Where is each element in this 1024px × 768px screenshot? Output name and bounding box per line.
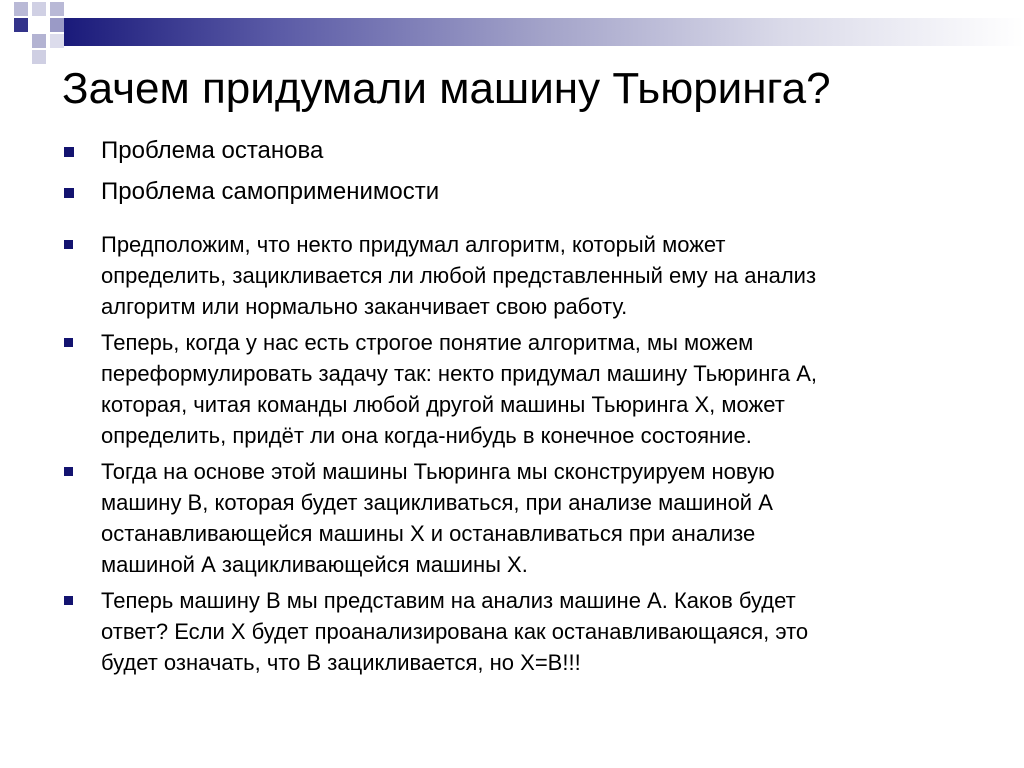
- list-item: [64, 133, 439, 169]
- decor-square: [32, 50, 46, 64]
- slide-title: Зачем придумали машину Тьюринга?: [62, 64, 831, 113]
- paragraph-line: ответ? Если Х будет проанализирована как останавливающаяся, это: [101, 619, 809, 644]
- list-item-text: Проблема останова: [101, 137, 324, 164]
- paragraph-line: переформулировать задачу так: некто придумал машину Тьюринга А,: [101, 361, 818, 386]
- paragraph-line: машину В, которая будет зацикливаться, при анализе машиной А: [101, 490, 773, 515]
- decor-square: [32, 2, 46, 16]
- header-gradient-band: [64, 18, 1024, 46]
- decor-square: [50, 18, 64, 32]
- paragraph-line: будет означать, что В зацикливается, но Х=В!!!: [101, 650, 581, 675]
- square-bullet-icon: [64, 338, 73, 347]
- square-bullet-icon: [64, 467, 73, 476]
- square-bullet-icon: [64, 596, 73, 605]
- paragraph-line: Предположим, что некто придумал алгоритм, который может: [101, 232, 726, 257]
- list-item: [64, 456, 944, 580]
- body-bullet-list: [64, 229, 944, 683]
- paragraph-line: алгоритм или нормально заканчивает свою работу.: [101, 294, 628, 319]
- decor-square: [32, 34, 46, 48]
- square-bullet-icon: [64, 240, 73, 249]
- paragraph-line: Теперь, когда у нас есть строгое понятие алгоритма, мы можем: [101, 330, 754, 355]
- list-item: [64, 327, 944, 451]
- paragraph-line: которая, читая команды любой другой машины Тьюринга Х, может: [101, 392, 785, 417]
- top-bullet-list: [64, 133, 439, 215]
- decor-square: [50, 34, 64, 48]
- paragraph-line: Теперь машину В мы представим на анализ машине А. Каков будет: [101, 588, 796, 613]
- decor-square: [50, 2, 64, 16]
- paragraph-line: машиной А зацикливающейся машины Х.: [101, 552, 528, 577]
- paragraph-line: Тогда на основе этой машины Тьюринга мы сконструируем новую: [101, 459, 775, 484]
- paragraph-line: определить, зацикливается ли любой представленный ему на анализ: [101, 263, 817, 288]
- list-item-text: Проблема самоприменимости: [101, 178, 440, 205]
- list-item: [64, 174, 439, 210]
- square-bullet-icon: [64, 188, 74, 198]
- paragraph-line: определить, придёт ли она когда-нибудь в конечное состояние.: [101, 423, 752, 448]
- list-item: [64, 585, 944, 678]
- square-bullet-icon: [64, 147, 74, 157]
- decor-square: [14, 18, 28, 32]
- paragraph-line: останавливающейся машины Х и останавливаться при анализе: [101, 521, 756, 546]
- list-item: [64, 229, 944, 322]
- decor-square: [14, 2, 28, 16]
- decor-square: [32, 18, 46, 32]
